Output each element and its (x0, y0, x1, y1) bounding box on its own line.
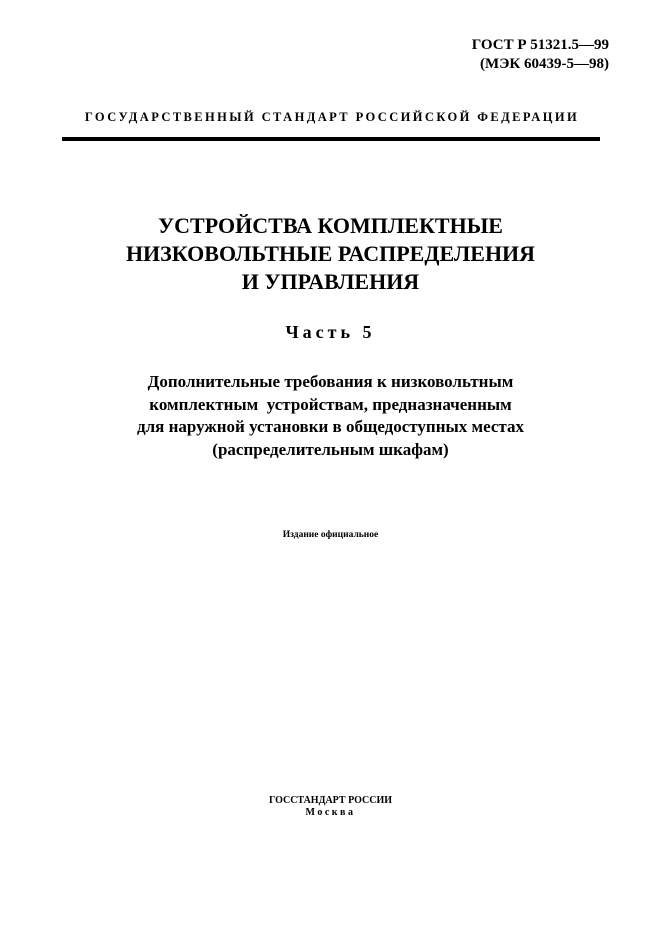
title-line: УСТРОЙСТВА КОМПЛЕКТНЫЕ (158, 213, 503, 238)
header-rule (62, 137, 600, 141)
subtitle-line: для наружной установки в общедоступных местах (137, 417, 524, 436)
standard-designation (472, 36, 609, 74)
title-line: НИЗКОВОЛЬТНЫЕ РАСПРЕДЕЛЕНИЯ (125, 241, 536, 266)
document-subtitle (40, 371, 621, 461)
standard-number: ГОСТ Р 51321.5—99 (471, 37, 609, 53)
title-line: И УПРАВЛЕНИЯ (241, 269, 420, 294)
edition-note: Издание официальное (282, 530, 379, 540)
state-standard-heading: ГОСУДАРСТВЕННЫЙ СТАНДАРТ РОССИЙСКОЙ ФЕДЕРАЦИИ (84, 110, 580, 124)
document-title (40, 212, 621, 296)
subtitle-line: (распределительным шкафам) (212, 439, 449, 459)
publisher-block (40, 795, 621, 819)
part-number: Часть 5 (285, 322, 376, 342)
publisher-name: ГОССТАНДАРТ РОССИИ (268, 795, 393, 806)
iec-reference: (МЭК 60439-5—98) (480, 56, 609, 72)
subtitle-line: Дополнительные требования к низковольтным (147, 372, 514, 391)
publisher-city: Москва (305, 807, 356, 818)
subtitle-line: комплектным устройствам, предназначенным (149, 394, 512, 414)
